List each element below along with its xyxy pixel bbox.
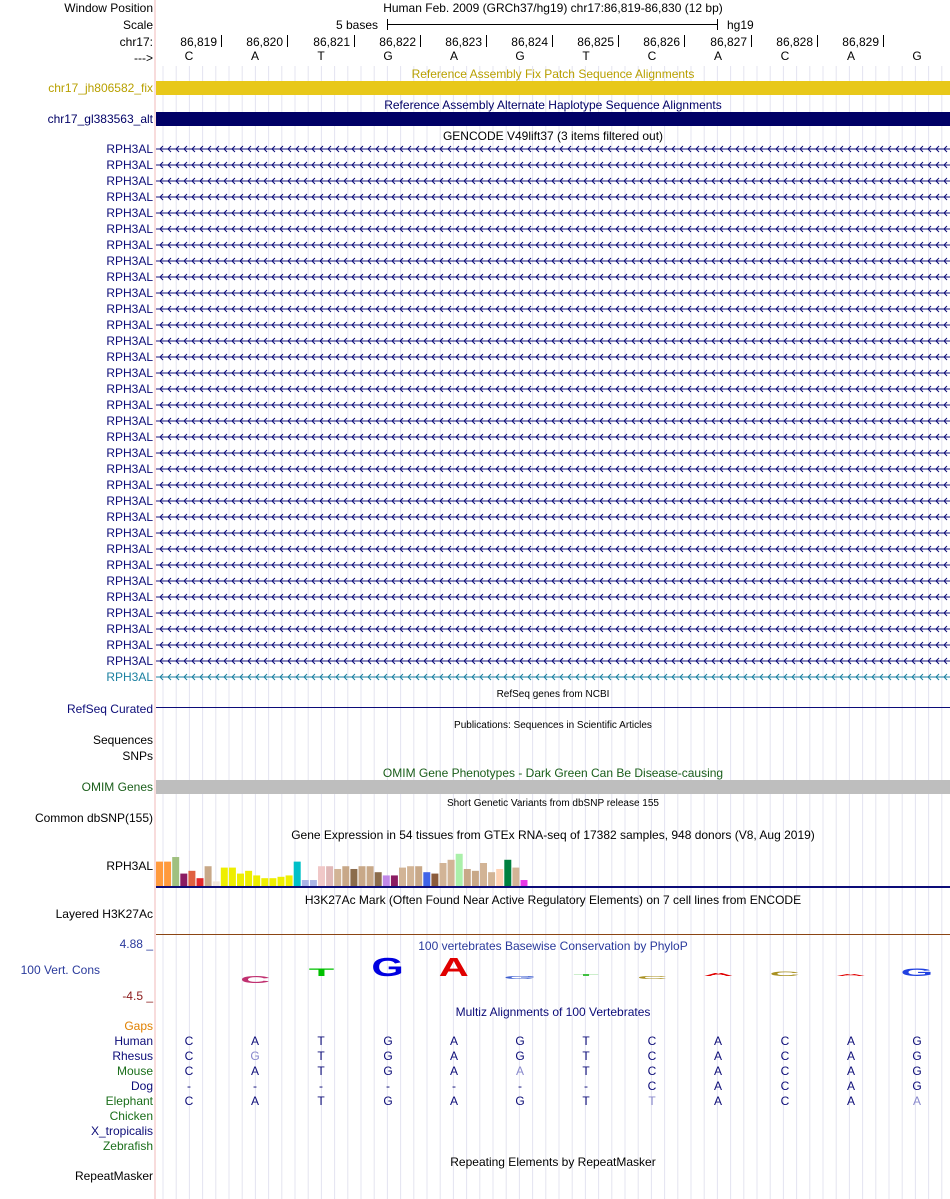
ruler-base: C (780, 49, 790, 63)
dbsnp-label[interactable]: Common dbSNP(155) (34, 811, 153, 825)
gencode-title: GENCODE V49lift37 (3 items filtered out) (442, 129, 664, 143)
phylop-max-label: 4.88 _ (119, 937, 153, 951)
gencode-transcript-line[interactable] (156, 464, 950, 474)
ruler-tick (420, 35, 421, 47)
gtex-tissue-bar (350, 869, 357, 886)
repeatmasker-label[interactable]: RepeatMasker (74, 1169, 153, 1183)
gencode-transcript-line[interactable] (156, 576, 950, 586)
ruler-base: A (713, 49, 722, 63)
gtex-tissue-bar (221, 868, 228, 886)
multiz-base: C (647, 1034, 657, 1048)
gencode-transcript-label[interactable]: RPH3AL (106, 414, 153, 428)
gtex-tissue-bar (423, 872, 430, 886)
gencode-transcript-line[interactable] (156, 160, 950, 170)
gencode-transcript-line[interactable] (156, 240, 950, 250)
multiz-base: C (780, 1034, 790, 1048)
gencode-transcript-line[interactable] (156, 544, 950, 554)
gencode-transcript-line[interactable] (156, 624, 950, 634)
multiz-base: T (317, 1034, 325, 1048)
gtex-tissue-bar (253, 875, 260, 886)
multiz-base: - (319, 1079, 323, 1093)
ruler-base: C (647, 49, 657, 63)
gtex-tissue-bar (512, 868, 519, 886)
fix-patch-title: Reference Assembly Fix Patch Sequence Alignments (411, 67, 695, 81)
gtex-tissue-bar (456, 854, 463, 886)
multiz-base: G (515, 1034, 525, 1048)
multiz-base: A (250, 1064, 259, 1078)
gencode-transcript-label[interactable]: RPH3AL (106, 334, 153, 348)
multiz-base: T (582, 1094, 590, 1108)
multiz-base: G (383, 1094, 393, 1108)
gencode-transcript-line[interactable] (156, 560, 950, 570)
gencode-transcript-label[interactable]: RPH3AL (106, 590, 153, 604)
multiz-base: - (518, 1079, 522, 1093)
gencode-transcript-label[interactable]: RPH3AL (106, 206, 153, 220)
gtex-tissue-bar (326, 866, 333, 886)
gtex-tissue-bar (237, 874, 244, 886)
gtex-tissue-bar (197, 878, 204, 886)
phylop-title: 100 vertebrates Basewise Conservation by PhyloP (418, 939, 688, 953)
gencode-transcript-line[interactable] (156, 416, 950, 426)
gtex-tissue-bar (302, 880, 309, 886)
ruler-base: T (317, 49, 325, 63)
gtex-tissue-bar (367, 866, 374, 886)
gencode-transcript-line[interactable] (156, 368, 950, 378)
multiz-base: G (383, 1049, 393, 1063)
gencode-transcript-line[interactable] (156, 304, 950, 314)
gtex-tissue-bar (488, 872, 495, 886)
gencode-transcript-line[interactable] (156, 496, 950, 506)
gencode-transcript-label[interactable]: RPH3AL (106, 382, 153, 396)
gencode-transcript-line[interactable] (156, 400, 950, 410)
ruler-base: A (250, 49, 259, 63)
gencode-transcript-line[interactable] (156, 192, 950, 202)
multiz-base: - (253, 1079, 257, 1093)
ruler-position: 86,826 (643, 35, 680, 49)
gencode-transcript-label[interactable]: RPH3AL (106, 270, 153, 284)
gencode-transcript-line[interactable] (156, 656, 950, 666)
scale-label: Scale (122, 18, 153, 32)
ruler-tick (751, 35, 752, 47)
gencode-transcript-label[interactable]: RPH3AL (106, 574, 153, 588)
gencode-transcript-label[interactable]: RPH3AL (106, 558, 153, 572)
multiz-species-label[interactable]: Elephant (105, 1094, 153, 1108)
multiz-base: A (515, 1064, 524, 1078)
multiz-base: G (515, 1094, 525, 1108)
multiz-base: T (582, 1064, 590, 1078)
window-position-label: Window Position (64, 1, 153, 15)
gencode-transcript-label[interactable]: RPH3AL (106, 526, 153, 540)
ruler-position: 86,827 (710, 35, 747, 49)
gtex-tissue-bar (440, 863, 447, 886)
gencode-transcript-label[interactable]: RPH3AL (106, 670, 153, 684)
gtex-tissue-bar (180, 874, 187, 886)
ruler-tick (817, 35, 818, 47)
ruler-tick (486, 35, 487, 47)
multiz-base: T (317, 1094, 325, 1108)
gtex-tissue-bar (504, 860, 511, 886)
ruler-position: 86,819 (180, 35, 217, 49)
multiz-base: C (647, 1049, 657, 1063)
multiz-base: - (584, 1079, 588, 1093)
phylop-base-letter: G (900, 966, 934, 979)
phylop-base-letter: T (308, 966, 335, 979)
gtex-tissue-bar (359, 866, 366, 886)
multiz-base: A (250, 1034, 259, 1048)
phylop-base-letter: T (573, 973, 599, 977)
gencode-transcript-label[interactable]: RPH3AL (106, 254, 153, 268)
refseq-gene-line[interactable] (156, 707, 950, 708)
multiz-base: C (780, 1094, 790, 1108)
gencode-transcript-label[interactable]: RPH3AL (106, 478, 153, 492)
multiz-base: A (846, 1034, 855, 1048)
h3k27ac-title: H3K27Ac Mark (Often Found Near Active Regulatory Elements) on 7 cell lines from ENCODE (304, 893, 802, 907)
gtex-tissue-bar (415, 866, 422, 886)
multiz-base: C (647, 1064, 657, 1078)
multiz-base: A (912, 1094, 921, 1108)
fix-patch-bar[interactable] (156, 81, 950, 95)
scale-bar-right-tick (717, 19, 718, 30)
gtex-tissue-bar (188, 871, 195, 886)
omim-label[interactable]: OMIM Genes (81, 780, 153, 794)
gtex-tissue-bar (156, 862, 163, 886)
ruler-base: G (912, 49, 922, 63)
fix-patch-label[interactable]: chr17_jh806582_fix (48, 81, 153, 95)
ruler-position: 86,821 (313, 35, 350, 49)
gtex-tissue-bar (480, 863, 487, 886)
gtex-tissue-bar (294, 862, 301, 886)
gtex-tissue-bar (172, 857, 179, 886)
gencode-transcript-label[interactable]: RPH3AL (106, 238, 153, 252)
gencode-transcript-label[interactable]: RPH3AL (106, 398, 153, 412)
gencode-transcript-line[interactable] (156, 320, 950, 330)
ruler-position: 86,820 (246, 35, 283, 49)
gtex-tissue-bar (464, 869, 471, 886)
gencode-transcript-label[interactable]: RPH3AL (106, 510, 153, 524)
phylop-base-letter: A (835, 973, 866, 977)
alt-haplotype-title: Reference Assembly Alternate Haplotype Sequence Alignments (384, 98, 722, 112)
ruler-base: C (184, 49, 194, 63)
gencode-transcript-line[interactable] (156, 672, 950, 682)
gtex-tissue-bar (229, 868, 236, 886)
gencode-transcript-line[interactable] (156, 640, 950, 650)
ruler-tick (221, 35, 222, 47)
phylop-base-letter: A (703, 971, 734, 978)
gencode-transcript-label[interactable]: RPH3AL (106, 222, 153, 236)
multiz-base: - (386, 1079, 390, 1093)
omim-gene-bar[interactable] (156, 780, 950, 794)
multiz-base: G (912, 1034, 922, 1048)
gencode-transcript-label[interactable]: RPH3AL (106, 350, 153, 364)
publications-sequences-label[interactable]: Sequences (92, 733, 153, 747)
scale-bar (387, 24, 717, 25)
gencode-transcript-line[interactable] (156, 144, 950, 154)
publications-title: Publications: Sequences in Scientific Articles (454, 720, 652, 731)
multiz-base: A (713, 1034, 722, 1048)
gencode-transcript-label[interactable]: RPH3AL (106, 366, 153, 380)
omim-title: OMIM Gene Phenotypes - Dark Green Can Be Disease-causing (382, 766, 724, 780)
gtex-tissue-bar (391, 875, 398, 886)
phylop-base-letter: C (769, 970, 800, 978)
chrom-label: chr17: (119, 35, 153, 49)
gtex-tissue-bar (334, 869, 341, 886)
gtex-label[interactable]: RPH3AL (106, 859, 153, 873)
multiz-base: A (250, 1094, 259, 1108)
multiz-base: A (713, 1079, 722, 1093)
gencode-transcript-line[interactable] (156, 336, 950, 346)
ruler-tick (354, 35, 355, 47)
position-title: Human Feb. 2009 (GRCh37/hg19) chr17:86,819-86,830 (12 bp) (383, 1, 723, 15)
gencode-transcript-line[interactable] (156, 288, 950, 298)
dbsnp-title: Short Genetic Variants from dbSNP release 155 (447, 798, 659, 809)
ruler-base: A (846, 49, 855, 63)
gencode-transcript-line[interactable] (156, 480, 950, 490)
multiz-base: - (452, 1079, 456, 1093)
gencode-transcript-line[interactable] (156, 352, 950, 362)
gtex-tissue-bar (269, 878, 276, 886)
multiz-title: Multiz Alignments of 100 Vertebrates (455, 1005, 651, 1019)
gencode-transcript-line[interactable] (156, 512, 950, 522)
gencode-transcript-label[interactable]: RPH3AL (106, 190, 153, 204)
publications-snps-label[interactable]: SNPs (122, 749, 153, 763)
gtex-tissue-bar (342, 866, 349, 886)
phylop-base-letter: G (371, 953, 404, 982)
multiz-base: T (582, 1049, 590, 1063)
multiz-base: G (912, 1079, 922, 1093)
gtex-tissue-bar (431, 874, 438, 886)
gencode-transcript-label[interactable]: RPH3AL (106, 542, 153, 556)
multiz-base: C (184, 1034, 194, 1048)
multiz-base: - (187, 1079, 191, 1093)
ruler-base: G (515, 49, 525, 63)
multiz-base: A (449, 1034, 458, 1048)
multiz-base: T (317, 1064, 325, 1078)
gtex-tissue-bar (407, 866, 414, 886)
multiz-species-label[interactable]: Human (114, 1034, 153, 1048)
multiz-base: G (515, 1049, 525, 1063)
ruler-position: 86,825 (577, 35, 614, 49)
multiz-base: C (184, 1094, 194, 1108)
h3k27ac-label[interactable]: Layered H3K27Ac (55, 907, 153, 921)
ruler-tick (684, 35, 685, 47)
phylop-label[interactable]: 100 Vert. Cons (20, 963, 100, 977)
multiz-species-label[interactable]: Chicken (109, 1109, 153, 1123)
gencode-transcript-line[interactable] (156, 256, 950, 266)
multiz-species-label[interactable]: Dog (130, 1079, 153, 1093)
phylop-base-letter: G (503, 974, 537, 981)
gencode-transcript-label[interactable]: RPH3AL (106, 462, 153, 476)
multiz-species-label[interactable]: X_tropicalis (90, 1124, 153, 1138)
gtex-tissue-bar (399, 868, 406, 886)
gencode-transcript-line[interactable] (156, 448, 950, 458)
multiz-base: A (713, 1049, 722, 1063)
ruler-tick (287, 35, 288, 47)
multiz-species-label[interactable]: Mouse (116, 1064, 153, 1078)
gtex-expression-chart[interactable] (156, 840, 950, 890)
gencode-transcript-line[interactable] (156, 384, 950, 394)
multiz-base: A (846, 1079, 855, 1093)
gencode-transcript-label[interactable]: RPH3AL (106, 446, 153, 460)
strand-label: ---> (134, 51, 153, 65)
gencode-transcript-line[interactable] (156, 592, 950, 602)
multiz-base: G (250, 1049, 260, 1063)
multiz-base: C (184, 1064, 194, 1078)
gtex-tissue-bar (278, 877, 285, 886)
ruler-position: 86,822 (379, 35, 416, 49)
phylop-logo[interactable] (156, 952, 950, 988)
gencode-transcript-label[interactable]: RPH3AL (106, 494, 153, 508)
multiz-species-label[interactable]: Rhesus (112, 1049, 153, 1063)
gtex-tissue-bar (318, 866, 325, 886)
repeatmasker-title: Repeating Elements by RepeatMasker (450, 1155, 656, 1169)
gtex-tissue-bar (496, 869, 503, 886)
gencode-transcript-line[interactable] (156, 272, 950, 282)
multiz-base: T (582, 1034, 590, 1048)
gencode-transcript-line[interactable] (156, 224, 950, 234)
phylop-base-letter: C (637, 974, 668, 981)
gtex-tissue-bar (164, 862, 171, 886)
ruler-base: T (582, 49, 590, 63)
multiz-base: A (846, 1049, 855, 1063)
multiz-base: A (449, 1094, 458, 1108)
multiz-base: T (648, 1094, 656, 1108)
gencode-transcript-label[interactable]: RPH3AL (106, 318, 153, 332)
multiz-base: C (647, 1079, 657, 1093)
gtex-tissue-bar (521, 880, 528, 886)
multiz-base: C (780, 1079, 790, 1093)
gtex-title: Gene Expression in 54 tissues from GTEx RNA-seq of 17382 samples, 948 donors (V8, Aug 2019) (291, 828, 815, 842)
h3k27ac-baseline (156, 934, 950, 935)
gtex-tissue-bar (472, 871, 479, 886)
multiz-base: G (912, 1064, 922, 1078)
phylop-base-letter: A (438, 953, 469, 982)
gtex-tissue-bar (286, 875, 293, 886)
gencode-transcript-label[interactable]: RPH3AL (106, 622, 153, 636)
multiz-base: T (317, 1049, 325, 1063)
ruler-base: G (383, 49, 393, 63)
refseq-label[interactable]: RefSeq Curated (66, 702, 153, 716)
ruler-position: 86,829 (842, 35, 879, 49)
gencode-transcript-label[interactable]: RPH3AL (106, 158, 153, 172)
gencode-transcript-line[interactable] (156, 608, 950, 618)
multiz-base: G (383, 1034, 393, 1048)
ruler-tick (552, 35, 553, 47)
gencode-transcript-line[interactable] (156, 208, 950, 218)
multiz-gaps-label[interactable]: Gaps (124, 1019, 153, 1033)
multiz-base: A (449, 1064, 458, 1078)
multiz-base: A (846, 1094, 855, 1108)
multiz-base: G (912, 1049, 922, 1063)
multiz-species-label[interactable]: Zebrafish (102, 1139, 153, 1153)
phylop-base-letter: C (240, 973, 271, 985)
ruler-position: 86,823 (445, 35, 482, 49)
ruler-base: A (449, 49, 458, 63)
ruler-tick (618, 35, 619, 47)
gtex-tissue-bar (261, 878, 268, 886)
gtex-tissue-bar (448, 860, 455, 886)
ruler-position: 86,828 (776, 35, 813, 49)
scale-bar-left-tick (387, 19, 388, 30)
phylop-min-label: -4.5 _ (122, 989, 153, 1003)
multiz-base: A (713, 1094, 722, 1108)
gencode-transcript-label[interactable]: RPH3AL (106, 606, 153, 620)
gencode-transcript-line[interactable] (156, 528, 950, 538)
alt-haplotype-label[interactable]: chr17_gl383563_alt (47, 112, 153, 126)
multiz-base: G (383, 1064, 393, 1078)
multiz-base: A (846, 1064, 855, 1078)
gencode-transcript-label[interactable]: RPH3AL (106, 302, 153, 316)
gencode-transcript-label[interactable]: RPH3AL (106, 430, 153, 444)
gencode-transcript-label[interactable]: RPH3AL (106, 174, 153, 188)
gtex-tissue-bar (213, 881, 220, 886)
multiz-base: A (449, 1049, 458, 1063)
multiz-base: C (780, 1049, 790, 1063)
refseq-title: RefSeq genes from NCBI (496, 689, 610, 700)
multiz-base: C (184, 1049, 194, 1063)
gencode-transcript-line[interactable] (156, 176, 950, 186)
gtex-tissue-bar (205, 866, 212, 886)
assembly-label: hg19 (727, 18, 754, 32)
gencode-transcript-label[interactable]: RPH3AL (106, 286, 153, 300)
gencode-transcript-label[interactable]: RPH3AL (106, 142, 153, 156)
gencode-transcript-label[interactable]: RPH3AL (106, 638, 153, 652)
gtex-tissue-bar (245, 871, 252, 886)
ruler-tick (883, 35, 884, 47)
gtex-tissue-bar (383, 875, 390, 886)
gtex-tissue-bar (375, 872, 382, 886)
alt-haplotype-bar[interactable] (156, 112, 950, 126)
gtex-tissue-bar (310, 880, 317, 886)
multiz-base: A (713, 1064, 722, 1078)
gencode-transcript-label[interactable]: RPH3AL (106, 654, 153, 668)
gencode-transcript-line[interactable] (156, 432, 950, 442)
scale-bases-label: 5 bases (336, 18, 379, 32)
multiz-base: C (780, 1064, 790, 1078)
ruler-position: 86,824 (511, 35, 548, 49)
